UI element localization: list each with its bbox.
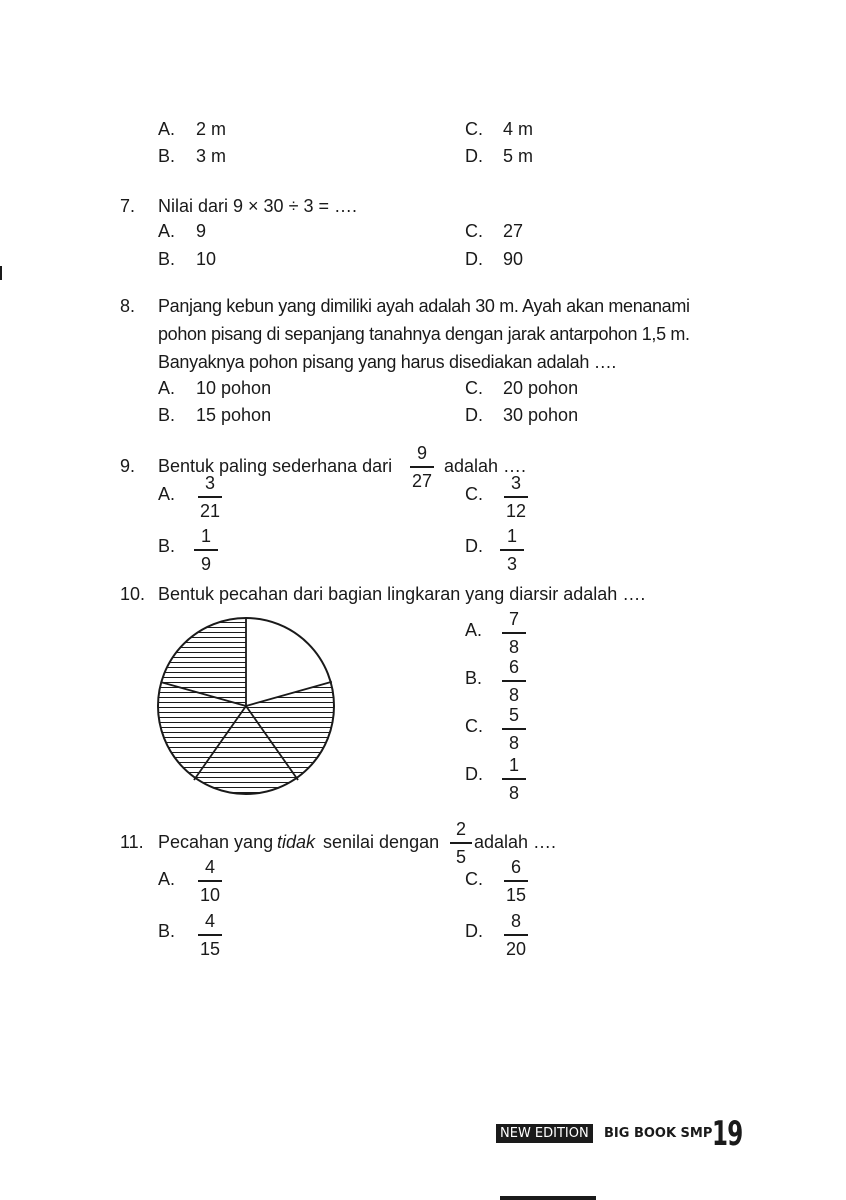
q9-text-after: adalah …. <box>444 456 527 476</box>
q6-option-a: 2 m <box>196 119 227 139</box>
q8-text-line-3: Banyaknya pohon pisang yang harus disediakan adalah …. <box>158 352 617 372</box>
q8-option-a-letter: A. <box>158 378 176 398</box>
q11-option-b-num: 4 <box>204 911 215 931</box>
q8-option-a: 10 pohon <box>196 378 272 398</box>
q8-option-b-letter: B. <box>158 405 176 425</box>
q11-text-mid: senilai dengan <box>323 832 440 852</box>
q7-option-b: 10 <box>196 249 217 269</box>
q11-number: 11. <box>120 832 144 852</box>
q9-fraction-num: 9 <box>416 443 427 463</box>
page-number: 19 <box>712 1114 743 1154</box>
q10-option-b-num: 6 <box>508 657 519 677</box>
fraction-bar <box>502 778 526 780</box>
q11-fraction-num: 2 <box>455 819 466 839</box>
q8-option-c: 20 pohon <box>503 378 579 398</box>
footer-rule <box>500 1196 596 1200</box>
q10-option-c <box>496 704 532 754</box>
q11-option-c-letter: C. <box>465 869 483 889</box>
q10-option-c-num: 5 <box>508 705 519 725</box>
q11-text-after: adalah …. <box>474 832 557 852</box>
q11-option-c-num: 6 <box>510 857 521 877</box>
q8-option-c-letter: C. <box>465 378 483 398</box>
q11-option-b-den: 15 <box>199 938 221 959</box>
q7-option-c: 27 <box>503 221 524 241</box>
q10-option-a-den: 8 <box>508 636 519 657</box>
q10-option-d-letter: D. <box>465 764 483 784</box>
q10-option-b-letter: B. <box>465 668 483 688</box>
q9-option-d-num: 1 <box>506 526 517 546</box>
q9-fraction <box>404 442 440 492</box>
q9-option-b-den: 9 <box>200 553 211 574</box>
q6-option-d: 5 m <box>503 146 534 166</box>
q11-text-before: Pecahan yang <box>158 832 274 852</box>
q7-option-a-letter: A. <box>158 221 176 241</box>
q6-option-c: 4 m <box>503 119 534 139</box>
q9-fraction-den: 27 <box>411 470 433 491</box>
q11-option-d <box>498 910 534 960</box>
q8-option-d-letter: D. <box>465 405 483 425</box>
q7-option-d-letter: D. <box>465 249 483 269</box>
q10-option-b <box>496 656 532 706</box>
q9-option-c-den: 12 <box>505 500 527 521</box>
fraction-bar <box>410 466 434 468</box>
q7-text: Nilai dari 9 × 30 ÷ 3 = …. <box>158 196 357 216</box>
q10-option-a-letter: A. <box>465 620 483 640</box>
q10-option-d <box>496 754 532 804</box>
fraction-bar <box>194 549 218 551</box>
q7-number: 7. <box>120 196 136 216</box>
q6-option-b: 3 m <box>196 146 227 166</box>
q11-text-italic: tidak <box>277 832 316 852</box>
q10-option-b-den: 8 <box>508 684 519 705</box>
book-title: BIG BOOK SMP <box>604 1126 713 1141</box>
q8-option-b: 15 pohon <box>196 405 272 425</box>
q10-number: 10. <box>120 584 146 604</box>
q6-option-d-letter: D. <box>465 146 483 166</box>
q9-text-before: Bentuk paling sederhana dari <box>158 456 393 476</box>
fraction-bar <box>502 632 526 634</box>
q9-option-c <box>498 472 534 522</box>
q10-option-a-num: 7 <box>508 609 519 629</box>
fraction-bar <box>504 496 528 498</box>
fraction-bar <box>198 496 222 498</box>
q11-option-a-letter: A. <box>158 869 176 889</box>
q7-option-d: 90 <box>503 249 524 269</box>
fraction-bar <box>198 934 222 936</box>
q8-text-line-2: pohon pisang di sepanjang tanahnya dengan jarak antarpohon 1,5 m. <box>158 324 690 344</box>
q9-option-a-num: 3 <box>204 473 215 493</box>
q9-option-a-letter: A. <box>158 484 176 504</box>
q9-option-c-letter: C. <box>465 484 483 504</box>
fraction-bar <box>504 880 528 882</box>
q11-option-c <box>498 856 534 906</box>
fraction-bar <box>502 680 526 682</box>
q9-option-b-letter: B. <box>158 536 176 556</box>
q11-fraction <box>444 818 478 868</box>
q11-option-a <box>192 856 228 906</box>
q10-option-c-den: 8 <box>508 732 519 753</box>
q9-number: 9. <box>120 456 136 476</box>
fraction-bar <box>504 934 528 936</box>
q11-option-d-den: 20 <box>505 938 527 959</box>
q9-option-d <box>494 525 530 575</box>
q9-option-a-den: 21 <box>199 500 221 521</box>
q9-option-d-den: 3 <box>506 553 517 574</box>
q11-fraction-den: 5 <box>455 846 466 867</box>
shaded-circle-diagram <box>150 610 350 810</box>
q10-text: Bentuk pecahan dari bagian lingkaran yang diarsir adalah …. <box>158 584 646 604</box>
q11-option-b <box>192 910 228 960</box>
q11-option-d-num: 8 <box>510 911 521 931</box>
q10-option-d-num: 1 <box>508 755 519 775</box>
edition-badge: NEW EDITION <box>496 1124 593 1143</box>
q6-option-b-letter: B. <box>158 146 176 166</box>
fraction-bar <box>198 880 222 882</box>
q9-option-b-num: 1 <box>200 526 211 546</box>
q7-option-b-letter: B. <box>158 249 176 269</box>
q11-option-a-den: 10 <box>199 884 221 905</box>
q8-number: 8. <box>120 296 136 316</box>
q7-option-a: 9 <box>196 221 207 241</box>
q6-option-c-letter: C. <box>465 119 483 139</box>
q7-option-c-letter: C. <box>465 221 483 241</box>
q9-option-d-letter: D. <box>465 536 483 556</box>
q10-option-d-den: 8 <box>508 782 519 803</box>
q8-text-line-1: Panjang kebun yang dimiliki ayah adalah 30 m. Ayah akan menanami <box>158 296 690 316</box>
q11-option-b-letter: B. <box>158 921 176 941</box>
q6-option-a-letter: A. <box>158 119 176 139</box>
q10-option-c-letter: C. <box>465 716 483 736</box>
q9-option-b <box>188 525 224 575</box>
q11-option-c-den: 15 <box>505 884 527 905</box>
q8-option-d: 30 pohon <box>503 405 579 425</box>
q10-option-a <box>496 608 532 658</box>
q9-option-c-num: 3 <box>510 473 521 493</box>
q11-option-d-letter: D. <box>465 921 483 941</box>
fraction-bar <box>502 728 526 730</box>
q11-option-a-num: 4 <box>204 857 215 877</box>
q9-option-a <box>192 472 228 522</box>
fraction-bar <box>500 549 524 551</box>
fraction-bar <box>450 842 472 844</box>
page-edge-mark <box>0 266 2 280</box>
